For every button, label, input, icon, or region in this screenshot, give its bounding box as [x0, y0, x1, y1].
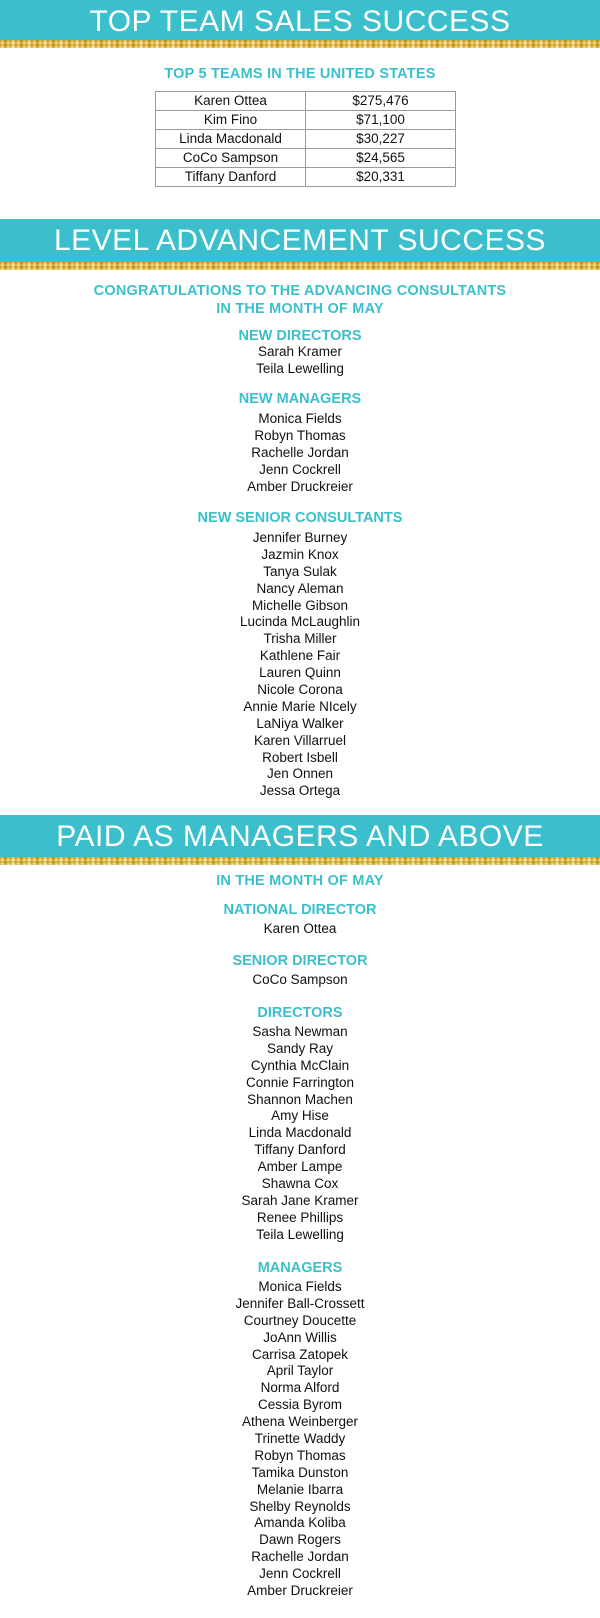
table-row: [156, 130, 456, 149]
managers-list: [0, 1279, 600, 1600]
top-team-banner: [0, 0, 600, 40]
team-amount-cell: $24,565: [306, 149, 456, 168]
team-name-cell: Tiffany Danford: [156, 168, 306, 187]
list-item: Rachelle Jordan: [251, 1549, 349, 1565]
team-name-cell: CoCo Sampson: [156, 149, 306, 168]
list-item: Cessia Byrom: [257, 1397, 343, 1413]
list-item: Tiffany Danford: [254, 1142, 346, 1158]
list-item: Lauren Quinn: [259, 665, 341, 681]
list-item: Annie Marie NIcely: [243, 698, 357, 714]
list-item: April Taylor: [266, 1363, 334, 1379]
list-item: Shannon Machen: [247, 1091, 353, 1107]
list-item: Monica Fields: [258, 411, 342, 426]
list-item: Sasha Newman: [252, 1024, 348, 1039]
list-item: Jazmin Knox: [261, 546, 339, 562]
list-item: Jenn Cockrell: [259, 1566, 341, 1582]
list-item: Amber Druckreier: [247, 1583, 353, 1599]
list-item: Linda Macdonald: [248, 1125, 352, 1141]
list-item: Jessa Ortega: [259, 783, 341, 799]
managers-heading: MANAGERS: [257, 1260, 343, 1276]
list-item: Lucinda McLaughlin: [239, 614, 361, 630]
senior-director-list: [0, 972, 600, 989]
gold-glitter-stripe: [0, 40, 600, 48]
senior-director-heading: SENIOR DIRECTOR: [232, 953, 368, 969]
gold-glitter-stripe: [0, 857, 600, 865]
team-name-cell: Karen Ottea: [156, 92, 306, 111]
list-item: Amber Lampe: [257, 1159, 343, 1175]
list-item: Robyn Thomas: [254, 1447, 346, 1463]
congratulations-heading-line2: IN THE MONTH OF MAY: [216, 301, 384, 317]
list-item: JoAnn Willis: [263, 1329, 337, 1345]
list-item: Robyn Thomas: [254, 427, 346, 443]
congratulations-heading-line1: CONGRATULATIONS TO THE ADVANCING CONSULTANTS: [93, 283, 507, 299]
directors-list: [0, 1024, 600, 1244]
list-item: LaNiya Walker: [256, 715, 344, 731]
list-item: Melanie Ibarra: [256, 1481, 344, 1497]
list-item: Sandy Ray: [266, 1040, 334, 1056]
table-row: [156, 149, 456, 168]
level-advancement-banner-title: LEVEL ADVANCEMENT SUCCESS: [53, 224, 547, 257]
list-item: Amber Druckreier: [247, 478, 353, 494]
list-item: Norma Alford: [260, 1380, 340, 1396]
team-amount-cell: $71,100: [306, 111, 456, 130]
gold-glitter-stripe: [0, 262, 600, 270]
new-directors-heading: NEW DIRECTORS: [238, 328, 362, 344]
list-item: Cynthia McClain: [250, 1057, 350, 1073]
list-item: Monica Fields: [258, 1279, 342, 1294]
top-team-banner-title: TOP TEAM SALES SUCCESS: [89, 5, 511, 38]
list-item: Amanda Koliba: [254, 1515, 346, 1531]
list-item: CoCo Sampson: [252, 972, 348, 987]
team-name-cell: Linda Macdonald: [156, 130, 306, 149]
list-item: Karen Ottea: [263, 921, 337, 936]
list-item: Connie Farrington: [245, 1074, 355, 1090]
list-item: Dawn Rogers: [259, 1532, 341, 1548]
congratulations-heading: [0, 282, 600, 318]
list-item: Shawna Cox: [261, 1176, 339, 1192]
paid-managers-banner: [0, 815, 600, 857]
list-item: Nancy Aleman: [256, 580, 344, 596]
table-row: [156, 168, 456, 187]
table-row: [156, 92, 456, 111]
list-item: Michelle Gibson: [251, 597, 349, 613]
list-item: Rachelle Jordan: [251, 444, 349, 460]
list-item: Athena Weinberger: [241, 1414, 359, 1430]
table-row: [156, 111, 456, 130]
list-item: Kathlene Fair: [259, 648, 341, 664]
top-teams-table: [155, 91, 456, 187]
list-item: Trisha Miller: [263, 631, 337, 647]
team-name-cell: Kim Fino: [156, 111, 306, 130]
list-item: Teila Lewelling: [256, 1226, 344, 1242]
new-directors-list: [0, 344, 600, 378]
month-of-may-heading: IN THE MONTH OF MAY: [216, 873, 384, 889]
paid-managers-banner-title: PAID AS MANAGERS AND ABOVE: [56, 820, 544, 853]
top-teams-heading: TOP 5 TEAMS IN THE UNITED STATES: [164, 66, 436, 82]
list-item: Trinette Waddy: [254, 1431, 346, 1447]
list-item: Jen Onnen: [266, 766, 334, 782]
new-managers-heading: NEW MANAGERS: [238, 391, 362, 407]
list-item: Shelby Reynolds: [249, 1498, 351, 1514]
team-amount-cell: $30,227: [306, 130, 456, 149]
team-amount-cell: $275,476: [306, 92, 456, 111]
directors-heading: DIRECTORS: [257, 1005, 343, 1021]
list-item: Robert Isbell: [262, 749, 338, 765]
list-item: Karen Villarruel: [253, 732, 347, 748]
national-director-list: [0, 921, 600, 938]
list-item: Teila Lewelling: [256, 360, 344, 376]
list-item: Amy Hise: [271, 1108, 329, 1124]
list-item: Jenn Cockrell: [259, 461, 341, 477]
list-item: Courtney Doucette: [243, 1312, 357, 1328]
list-item: Sarah Kramer: [257, 344, 343, 359]
list-item: Nicole Corona: [257, 682, 343, 698]
list-item: Jennifer Burney: [252, 530, 348, 545]
list-item: Tamika Dunston: [251, 1464, 349, 1480]
list-item: Sarah Jane Kramer: [241, 1192, 359, 1208]
level-advancement-banner: [0, 219, 600, 262]
new-managers-list: [0, 411, 600, 495]
list-item: Carrisa Zatopek: [251, 1346, 349, 1362]
team-amount-cell: $20,331: [306, 168, 456, 187]
list-item: Renee Phillips: [256, 1209, 344, 1225]
new-senior-consultants-list: [0, 530, 600, 800]
list-item: Tanya Sulak: [263, 563, 337, 579]
new-senior-consultants-heading: NEW SENIOR CONSULTANTS: [197, 510, 403, 526]
national-director-heading: NATIONAL DIRECTOR: [223, 902, 377, 918]
list-item: Jennifer Ball-Crossett: [235, 1295, 365, 1311]
